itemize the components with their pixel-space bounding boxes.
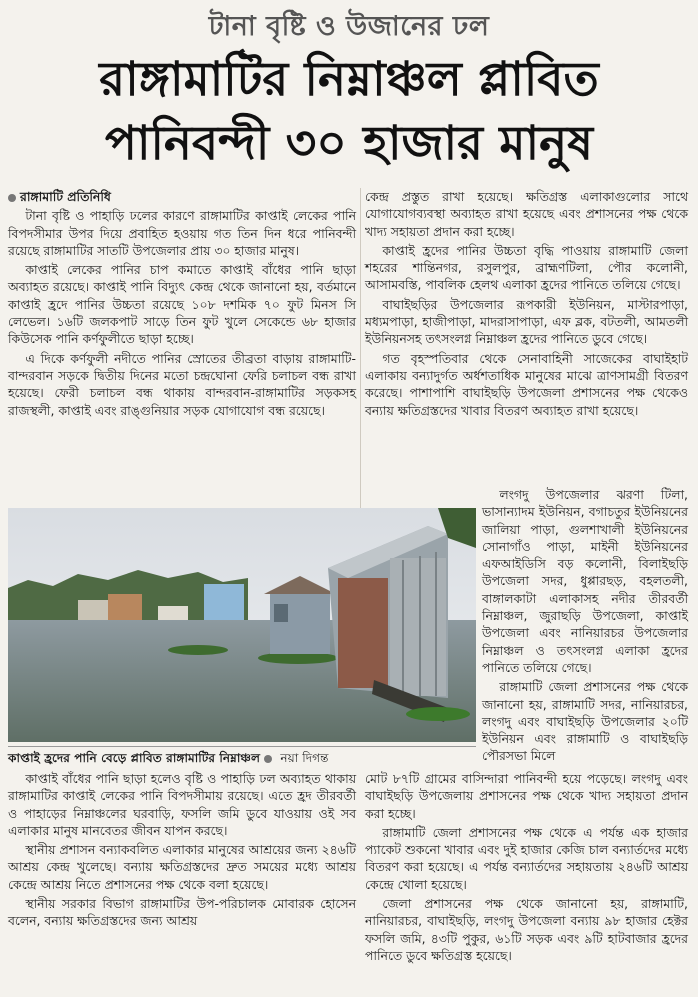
bullet-icon: [264, 755, 272, 763]
byline-text: রাঙ্গামাটি প্রতিনিধি: [20, 189, 111, 204]
caption-text: কাপ্তাই হ্রদের পানি বেড়ে প্লাবিত রাঙ্গামাটির নিম্নাঞ্চল: [8, 751, 261, 765]
column-right-bottom: [365, 770, 688, 966]
paragraph: স্থানীয় সরকার বিভাগ রাঙ্গামাটির উপ-পরিচালক মোবারক হোসেন বলেন, বন্যায় ক্ষতিগ্রস্তদের জন্য আশ্রয়: [8, 896, 356, 929]
paragraph: কাপ্তাই বাঁধের পানি ছাড়া হলেও বৃষ্টি ও পাহাড়ি ঢল অব্যাহত থাকায় রাঙ্গামাটির কাপ্তাই লেকের পানি বিপদসীমায় রয়েছে। এতে হ্রদ তীরবর্তী ও পাহাড়ের নিম্নাঞ্চলের ঘরবাড়ি, ফসলি জমি ডুবে যাওয়ায় ওই সব এলাকার মানুষ মানবেতর জীবন যাপন করছে।: [8, 771, 356, 838]
paragraph: টানা বৃষ্টি ও পাহাড়ি ঢলের কারণে রাঙ্গামাটির কাপ্তাই লেকের পানি বিপদসীমার উপর দিয়ে প্রবাহিত হওয়ায় গত তিন দিন ধরে পানিবন্দী রয়েছে রাঙ্গামাটির সাতটি উপজেলার প্রায় ৩০ হাজার মানুষ।: [8, 208, 356, 258]
byline: [8, 188, 356, 205]
paragraph: গত বৃহস্পতিবার থেকে সেনাবাহিনী সাজেকের বাঘাইহাট এলাকায় বন্যাদুর্গত অর্ধশতাধিক মানুষের মাঝে ত্রাণসামগ্রী বিতরণ করেছে। পাশাপাশি বাঘাইছড়ি উপজেলা প্রশাসনের পক্ষ থেকেও বন্যায় ক্ষতিগ্রস্তদের খাবার বিতরণ অব্যাহত রাখা হয়েছে।: [365, 350, 688, 418]
headline: [14, 48, 684, 176]
column-right-mid: [482, 486, 688, 767]
paragraph: জেলা প্রশাসনের পক্ষ থেকে জানানো হয়, রাঙ্গামাটি, নানিয়ারচর, বাঘাইছড়ি, লংগদু উপজেলা বন্যায় ৯৮ হাজার হেক্টর ফসলি জমি, ৪৩টি পুকুর, ৬১টি সড়ক এবং ৯টি হাটবাজার হ্রদের পানিতে ডুবে ক্ষতিগ্রস্ত হয়েছে।: [365, 896, 688, 963]
paragraph: কেন্দ্র প্রস্তুত রাখা হয়েছে। ক্ষতিগ্রস্ত এলাকাগুলোর সাথে যোগাযোগব্যবস্থা অব্যাহত রাখা হয়েছে এবং প্রশাসনের পক্ষ থেকে খাদ্য সহায়তা প্রদান করা হচ্ছে।: [365, 189, 688, 239]
paragraph: স্থানীয় প্রশাসন বন্যাকবলিত এলাকার মানুষের আশ্রয়ের জন্য ২৪৬টি আশ্রয় কেন্দ্র খুলেছে। বন্যায় ক্ষতিগ্রস্তদের দ্রুত সময়ের মধ্যে আশ্রয় কেন্দ্রে আশ্রয় নিতে প্রশাসনের পক্ষ থেকে বলা হয়েছে।: [8, 842, 356, 892]
column-rule: [360, 188, 361, 508]
headline-line-2: পানিবন্দী ৩০ হাজার মানুষ: [104, 116, 594, 171]
paragraph: কাপ্তাই হ্রদের পানির উচ্চতা বৃদ্ধি পাওয়ায় রাঙ্গামাটি জেলা শহরের শান্তিনগর, রসুলপুর, ব্রাহ্মণটিলা, পৌর কলোনী, আসামবস্তি, পাবলিক হেলথ এলাকা হ্রদের পানিতে তলিয়ে গেছে।: [365, 242, 688, 293]
paragraph: বাঘাইছড়ির উপজেলার রূপকারী ইউনিয়ন, মাস্টারপাড়া, মধ্যমপাড়া, হাজীপাড়া, মাদরাসাপাড়া, এফ ব্লক, বটতলী, আমতলী ইউনিয়নসহ তৎসংলগ্ন নিম্নাঞ্চল হ্রদের পানিতে ডুবে গেছে।: [365, 296, 688, 347]
paragraph: মোট ৮৭টি গ্রামের বাসিন্দারা পানিবন্দী হয়ে পড়েছে। লংগদু এবং বাঘাইছড়ি উপজেলায় প্রশাসনের পক্ষ থেকে খাদ্য সহায়তা প্রদান করা হচ্ছে।: [365, 771, 688, 821]
headline-line-1: রাঙ্গামাটির নিম্নাঞ্চল প্লাবিত: [99, 52, 599, 107]
bullet-icon: [8, 194, 16, 202]
column-left-top: [8, 188, 356, 421]
kicker: টানা বৃষ্টি ও উজানের ঢল: [208, 11, 490, 42]
flood-photo: [8, 508, 476, 742]
paragraph: রাঙ্গামাটি জেলা প্রশাসনের পক্ষ থেকে জানানো হয়, রাঙ্গামাটি সদর, নানিয়ারচর, লংগদু এবং বাঘাইছড়ি উপজেলার ২০টি ইউনিয়ন এবং রাঙ্গামাটি ও বাঘাইছড়ি পৌরসভা মিলে: [482, 679, 688, 764]
column-right-top: [365, 188, 688, 421]
paragraph: এ দিকে কর্ণফুলী নদীতে পানির স্রোতের তীব্রতা বাড়ায় রাঙ্গামাটি-বান্দরবান সড়কে দ্বিতীয় দিনের মতো চন্দ্রঘোনা ফেরি চলাচল বন্ধ রাখা হয়েছে। ফেরী চলাচল বন্ধ থাকায় বান্দরবান-রাঙ্গামাটির সড়কসহ রাজস্থলী, কাপ্তাই এবং রাঙ্গুনিয়ার সড়ক যোগাযোগ বন্ধ রয়েছে।: [8, 350, 356, 418]
photo-caption: [8, 746, 476, 770]
photo-source: নয়া দিগন্ত: [280, 751, 329, 765]
paragraph: লংগদু উপজেলার ঝরণা টিলা, ভাসান্যাদম ইউনিয়ন, বগাচতুর ইউনিয়নের জালিয়া পাড়া, গুলশাখালী ইউনিয়নের সোনাগাঁও পাড়া, মাইনী ইউনিয়নের এফআইডিসি বড় কলোনী, বিলাইছড়ি উপজেলা সদর, ধুপ্পারছড়, বহলতলী, বাঙ্গালকাটা এলাকাসহ নদীর তীরবর্তী নিম্নাঞ্চল, জুরাছড়ি উপজেলা, কাপ্তাই উপজেলা এবং নানিয়ারচর উপজেলার নিম্নাঞ্চল ও তৎসংলগ্ন এলাকা হ্রদের পানিতে তলিয়ে গেছে।: [482, 487, 688, 675]
paragraph: কাপ্তাই লেকের পানির চাপ কমাতে কাপ্তাই বাঁধের পানি ছাড়া অব্যাহত রয়েছে। কাপ্তাই পানি বিদ্যুৎ কেন্দ্র থেকে জানানো হয়, বর্তমানে কাপ্তাই হ্রদে পানির উচ্চতা রয়েছে ১০৮ দশমিক ৭০ ফুট মিনস সি লেভেল। ১৬টি জলকপাট সাড়ে তিন ফুট খুলে সেকেন্ডে ৬৮ হাজার কিউসেক পানি কর্ণফুলীতে ছাড়া হচ্ছে।: [8, 262, 356, 347]
paragraph: রাঙ্গামাটি জেলা প্রশাসনের পক্ষ থেকে এ পর্যন্ত এক হাজার প্যাকেট শুকনো খাবার এবং দুই হাজার কেজি চাল বন্যার্তদের মধ্যে বিতরণ করা হয়েছে। এ পর্যন্ত বন্যার্তদের সহায়তায় ২৪৬টি আশ্রয় কেন্দ্রে খোলা হয়েছে।: [365, 824, 688, 892]
column-left-bottom: [8, 770, 356, 932]
flood-photo-image: [8, 508, 476, 742]
